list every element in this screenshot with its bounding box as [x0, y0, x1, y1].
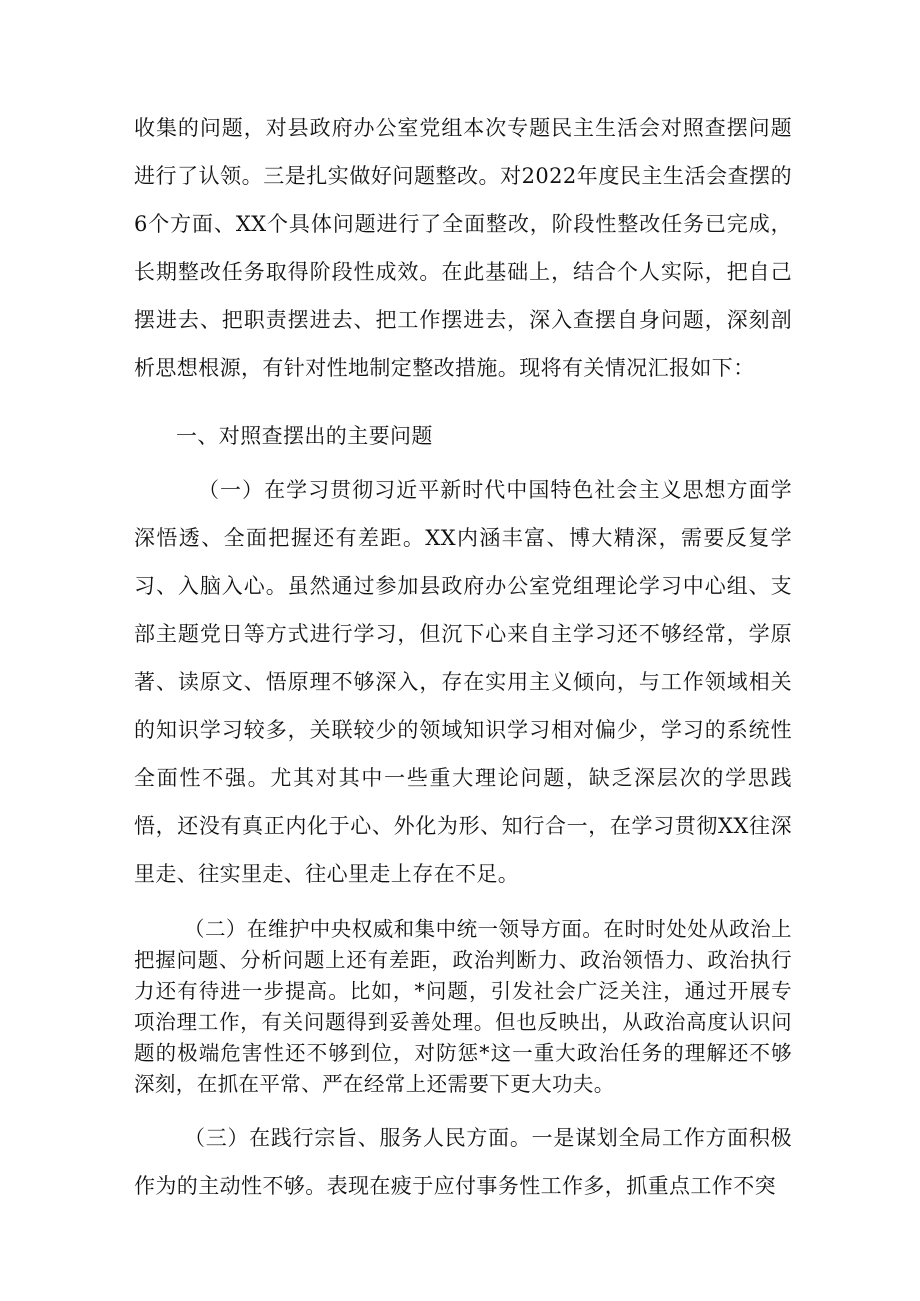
- intro-paragraph: 收集的问题，对县政府办公室党组本次专题民主生活会对照查摆问题进行了认领。三是扎实做好问题整改。对2022年度民主生活会查摆的6个方面、XX个具体问题进行了全面整改，阶段性整改任务已完成，长期整改任务取得阶段性成效。在此基础上，结合个人实际，把自己摆进去、把职责摆进去、把工作摆进去，深入查摆自身问题，深刻剖析思想根源，有针对性地制定整改措施。现将有关情况汇报如下：: [134, 116, 792, 380]
- problem-item-3-paragraph: （三）在践行宗旨、服务人民方面。一是谋划全局工作方面积极作为的主动性不够。表现在疲于应付事务性工作多，抓重点工作不突: [134, 1126, 792, 1198]
- section-heading: 一、对照查摆出的主要问题: [176, 424, 433, 448]
- problem-item-2-paragraph: （二）在维护中央权威和集中统一领导方面。在时时处处从政治上把握问题、分析问题上还有差距，政治判断力、政治领悟力、政治执行力还有待进一步提高。比如，*问题，引发社会广泛关注，通过开展专项治理工作，有关问题得到妥善处理。但也反映出，从政治高度认识问题的极端危害性还不够到位，对防惩*这一重大政治任务的理解还不够深刻，在抓在平常、严在经常上还需要下更大功夫。: [134, 917, 792, 1096]
- problem-item-1-paragraph: （一）在学习贯彻习近平新时代中国特色社会主义思想方面学深悟透、全面把握还有差距。XX内涵丰富、博大精深，需要反复学习、入脑入心。虽然通过参加县政府办公室党组理论学习中心组、支部主题党日等方式进行学习，但沉下心来自主学习还不够经常，学原著、读原文、悟原理不够深入，存在实用主义倾向，与工作领域相关的知识学习较多，关联较少的领域知识学习相对偏少，学习的系统性全面性不强。尤其对其中一些重大理论问题，缺乏深层次的学思践悟，还没有真正内化于心、外化为形、知行合一，在学习贯彻XX往深里走、往实里走、往心里走上存在不足。: [134, 478, 792, 886]
